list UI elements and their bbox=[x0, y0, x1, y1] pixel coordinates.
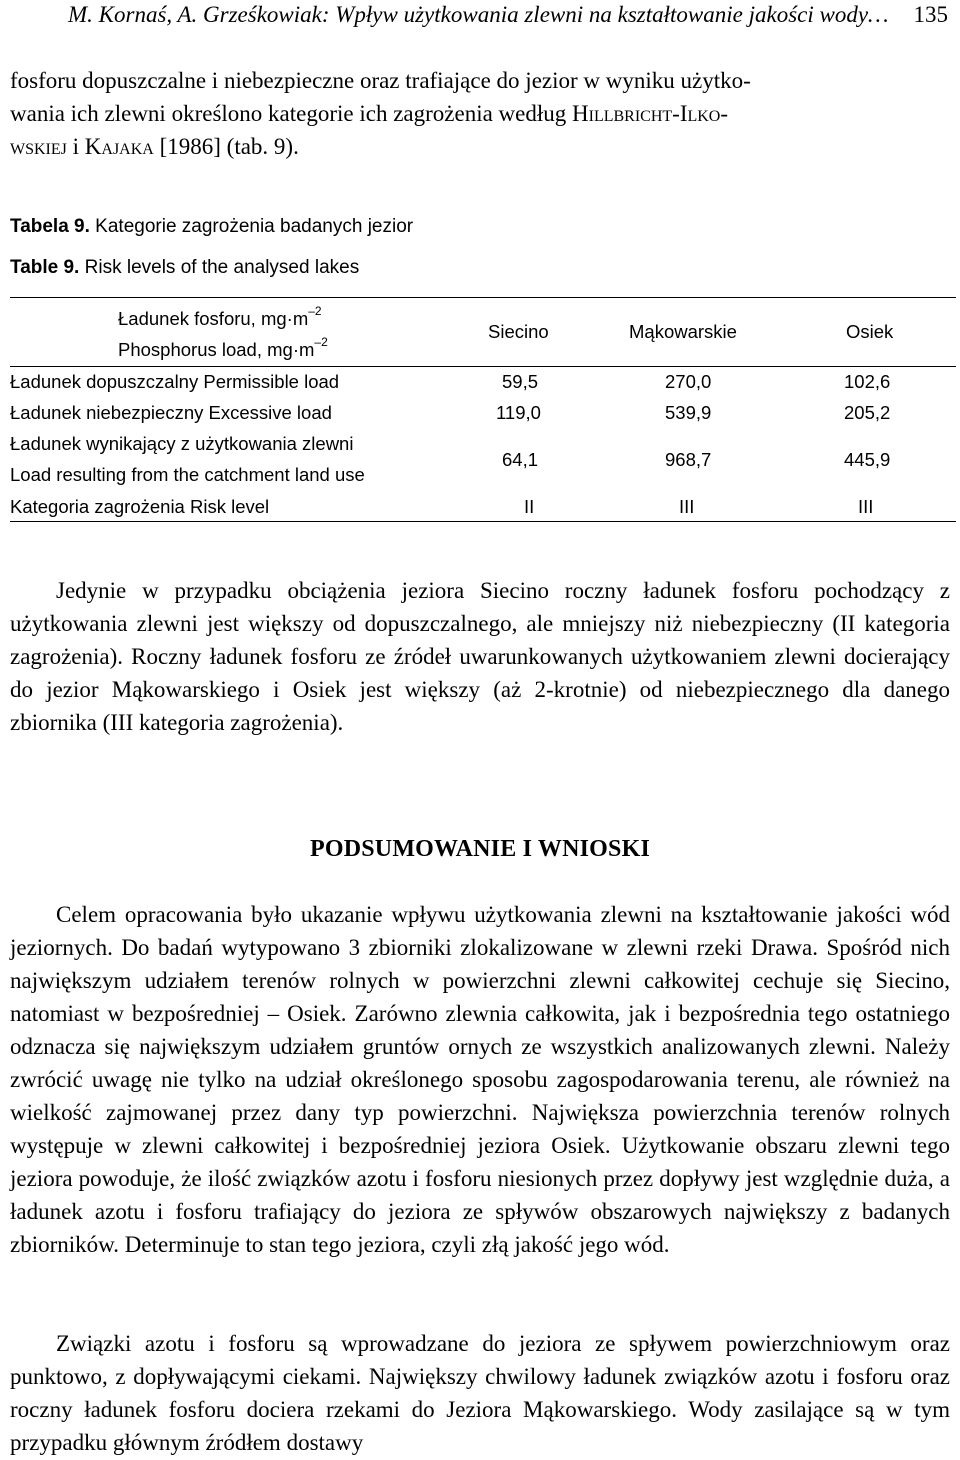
table-label-en: Table 9. bbox=[10, 257, 80, 278]
row-label-risk-level: Kategoria zagrożenia Risk level bbox=[10, 496, 270, 517]
col-header-osiek: Osiek bbox=[846, 321, 894, 342]
section-heading: PODSUMOWANIE I WNIOSKI bbox=[309, 836, 650, 862]
body-paragraph-2: Celem opracowania było ukazanie wpływu użytkowania zlewni na kształtowanie jakości wód jeziornych. Do badań wytypowano 3 zbiorniki zlokalizowane w zlewni rzeki Drawa. Spośród nich największym udziałem terenów rolnych w powierzchni zlewni całkowitej cechuje się Siecino, natomiast w bezpośredniej – Osiek. Zarówno zlewnia całkowita, jak i bezpośrednia tego ostatniego odznacza się największym udziałem gruntów ornych ze wszystkich analizowanych zlewni. Należy zwrócić uwagę nie tylko na udział określonego sposobu zagospodarowania terenu, ale również na wielkość zajmowanej przez dany typ powierzchni. Największa powierzchnia terenów rolnych występuje w zlewni całkowitej i bezpośredniej jeziora Osiek. Użytkowanie obszaru zlewni tego jeziora powoduje, że ilość związków azotu i fosforu niesionych przez dopływy jest względnie duża, a ładunek azotu i fosforu trafiający do jeziora ze spływów obszarowych największy z badanych zbiorników. Determinuje to stan tego jeziora, czyli złą jakość jego wód. bbox=[10, 902, 950, 1257]
col-header-siecino: Siecino bbox=[488, 321, 549, 342]
row-label-permissible: Ładunek dopuszczalny Permissible load bbox=[10, 371, 340, 392]
cell-catchment-osiek: 445,9 bbox=[844, 449, 891, 470]
body-paragraph-1: Jedynie w przypadku obciążenia jeziora Siecino roczny ładunek fosforu pochodzący z użytkowania zlewni jest większy od dopuszczalnego, ale mniejszy niż niebezpieczny (II kategoria zagrożenia). Roczny ładunek fosforu ze źródeł uwarunkowanych użytkowaniem zlewni docierający do jezior Mąkowarskiego i Osiek jest większy (aż 2-krotnie) od niebezpiecznego dla danego zbiornika (III kategoria zagrożenia). bbox=[10, 578, 950, 735]
cell-excessive-makowarskie: 539,9 bbox=[665, 402, 712, 423]
row-label-excessive: Ładunek niebezpieczny Excessive load bbox=[10, 402, 332, 423]
table-bottom-rule bbox=[10, 521, 956, 522]
author-reference-2: Kajaka bbox=[84, 134, 154, 159]
cell-risk-siecino: II bbox=[524, 496, 535, 517]
header-pl: Ładunek fosforu, $mg\cdot m^{-2}$ bbox=[118, 304, 322, 330]
row-label-catchment-pl: Ładunek wynikający z użytkowania zlewni bbox=[10, 433, 354, 454]
running-title: M. Kornaś, A. Grześkowiak: Wpływ użytkowania zlewni na kształtowanie jakości wody… bbox=[68, 2, 889, 27]
page-number: 135 bbox=[913, 2, 948, 27]
cell-permissible-makowarskie: 270,0 bbox=[665, 371, 712, 392]
table-label-pl: Tabela 9. bbox=[10, 216, 90, 237]
cell-catchment-siecino: 64,1 bbox=[502, 449, 539, 470]
cell-excessive-siecino: 119,0 bbox=[496, 402, 541, 423]
table-header-rule bbox=[10, 366, 956, 367]
row-label-catchment-en: Load resulting from the catchment land use bbox=[10, 464, 365, 485]
cell-excessive-osiek: 205,2 bbox=[844, 402, 891, 423]
col-header-makowarskie: Mąkowarskie bbox=[629, 321, 737, 342]
connector: i bbox=[66, 134, 85, 159]
cell-permissible-siecino: 59,5 bbox=[502, 371, 539, 392]
table-top-rule bbox=[10, 297, 956, 298]
intro-line-2 bbox=[10, 97, 950, 130]
cell-risk-osiek: III bbox=[858, 496, 874, 517]
cell-catchment-makowarskie: 968,7 bbox=[665, 449, 712, 470]
intro-line-1: fosforu dopuszczalne i niebezpieczne oraz trafiające do jezior w wyniku użytko- bbox=[10, 68, 751, 93]
cell-permissible-osiek: 102,6 bbox=[844, 371, 891, 392]
table-title-pl: Kategorie zagrożenia badanych jezior bbox=[89, 216, 414, 237]
author-reference: Hillbricht-Ilko- bbox=[572, 101, 729, 126]
body-paragraph-3: Związki azotu i fosforu są wprowadzane do jeziora ze spływem powierzchniowym oraz punktowo, z dopływającymi ciekami. Największy chwilowy ładunek związków azotu i fosforu oraz roczny ładunek fosforu dociera rzekami do Jeziora Mąkowarskiego. Wody zasilające są w tym przypadku głównym źródłem dostawy bbox=[10, 1331, 950, 1455]
running-head bbox=[68, 2, 948, 32]
table-title-en: Risk levels of the analysed lakes bbox=[79, 257, 360, 278]
intro-line-3 bbox=[10, 130, 950, 163]
intro-text: wania ich zlewni określono kategorie ich zagrożenia według bbox=[10, 101, 572, 126]
intro-citation: [1986] (tab. 9). bbox=[153, 134, 299, 159]
intro-paragraph bbox=[10, 64, 950, 169]
table-caption-en bbox=[10, 257, 359, 279]
header-en: Phosphorus load, $mg\cdot m^{-2}$ bbox=[118, 335, 328, 361]
cell-risk-makowarskie: III bbox=[679, 496, 695, 517]
author-reference-cont: wskiej bbox=[10, 134, 67, 159]
table-caption-pl bbox=[10, 216, 413, 238]
